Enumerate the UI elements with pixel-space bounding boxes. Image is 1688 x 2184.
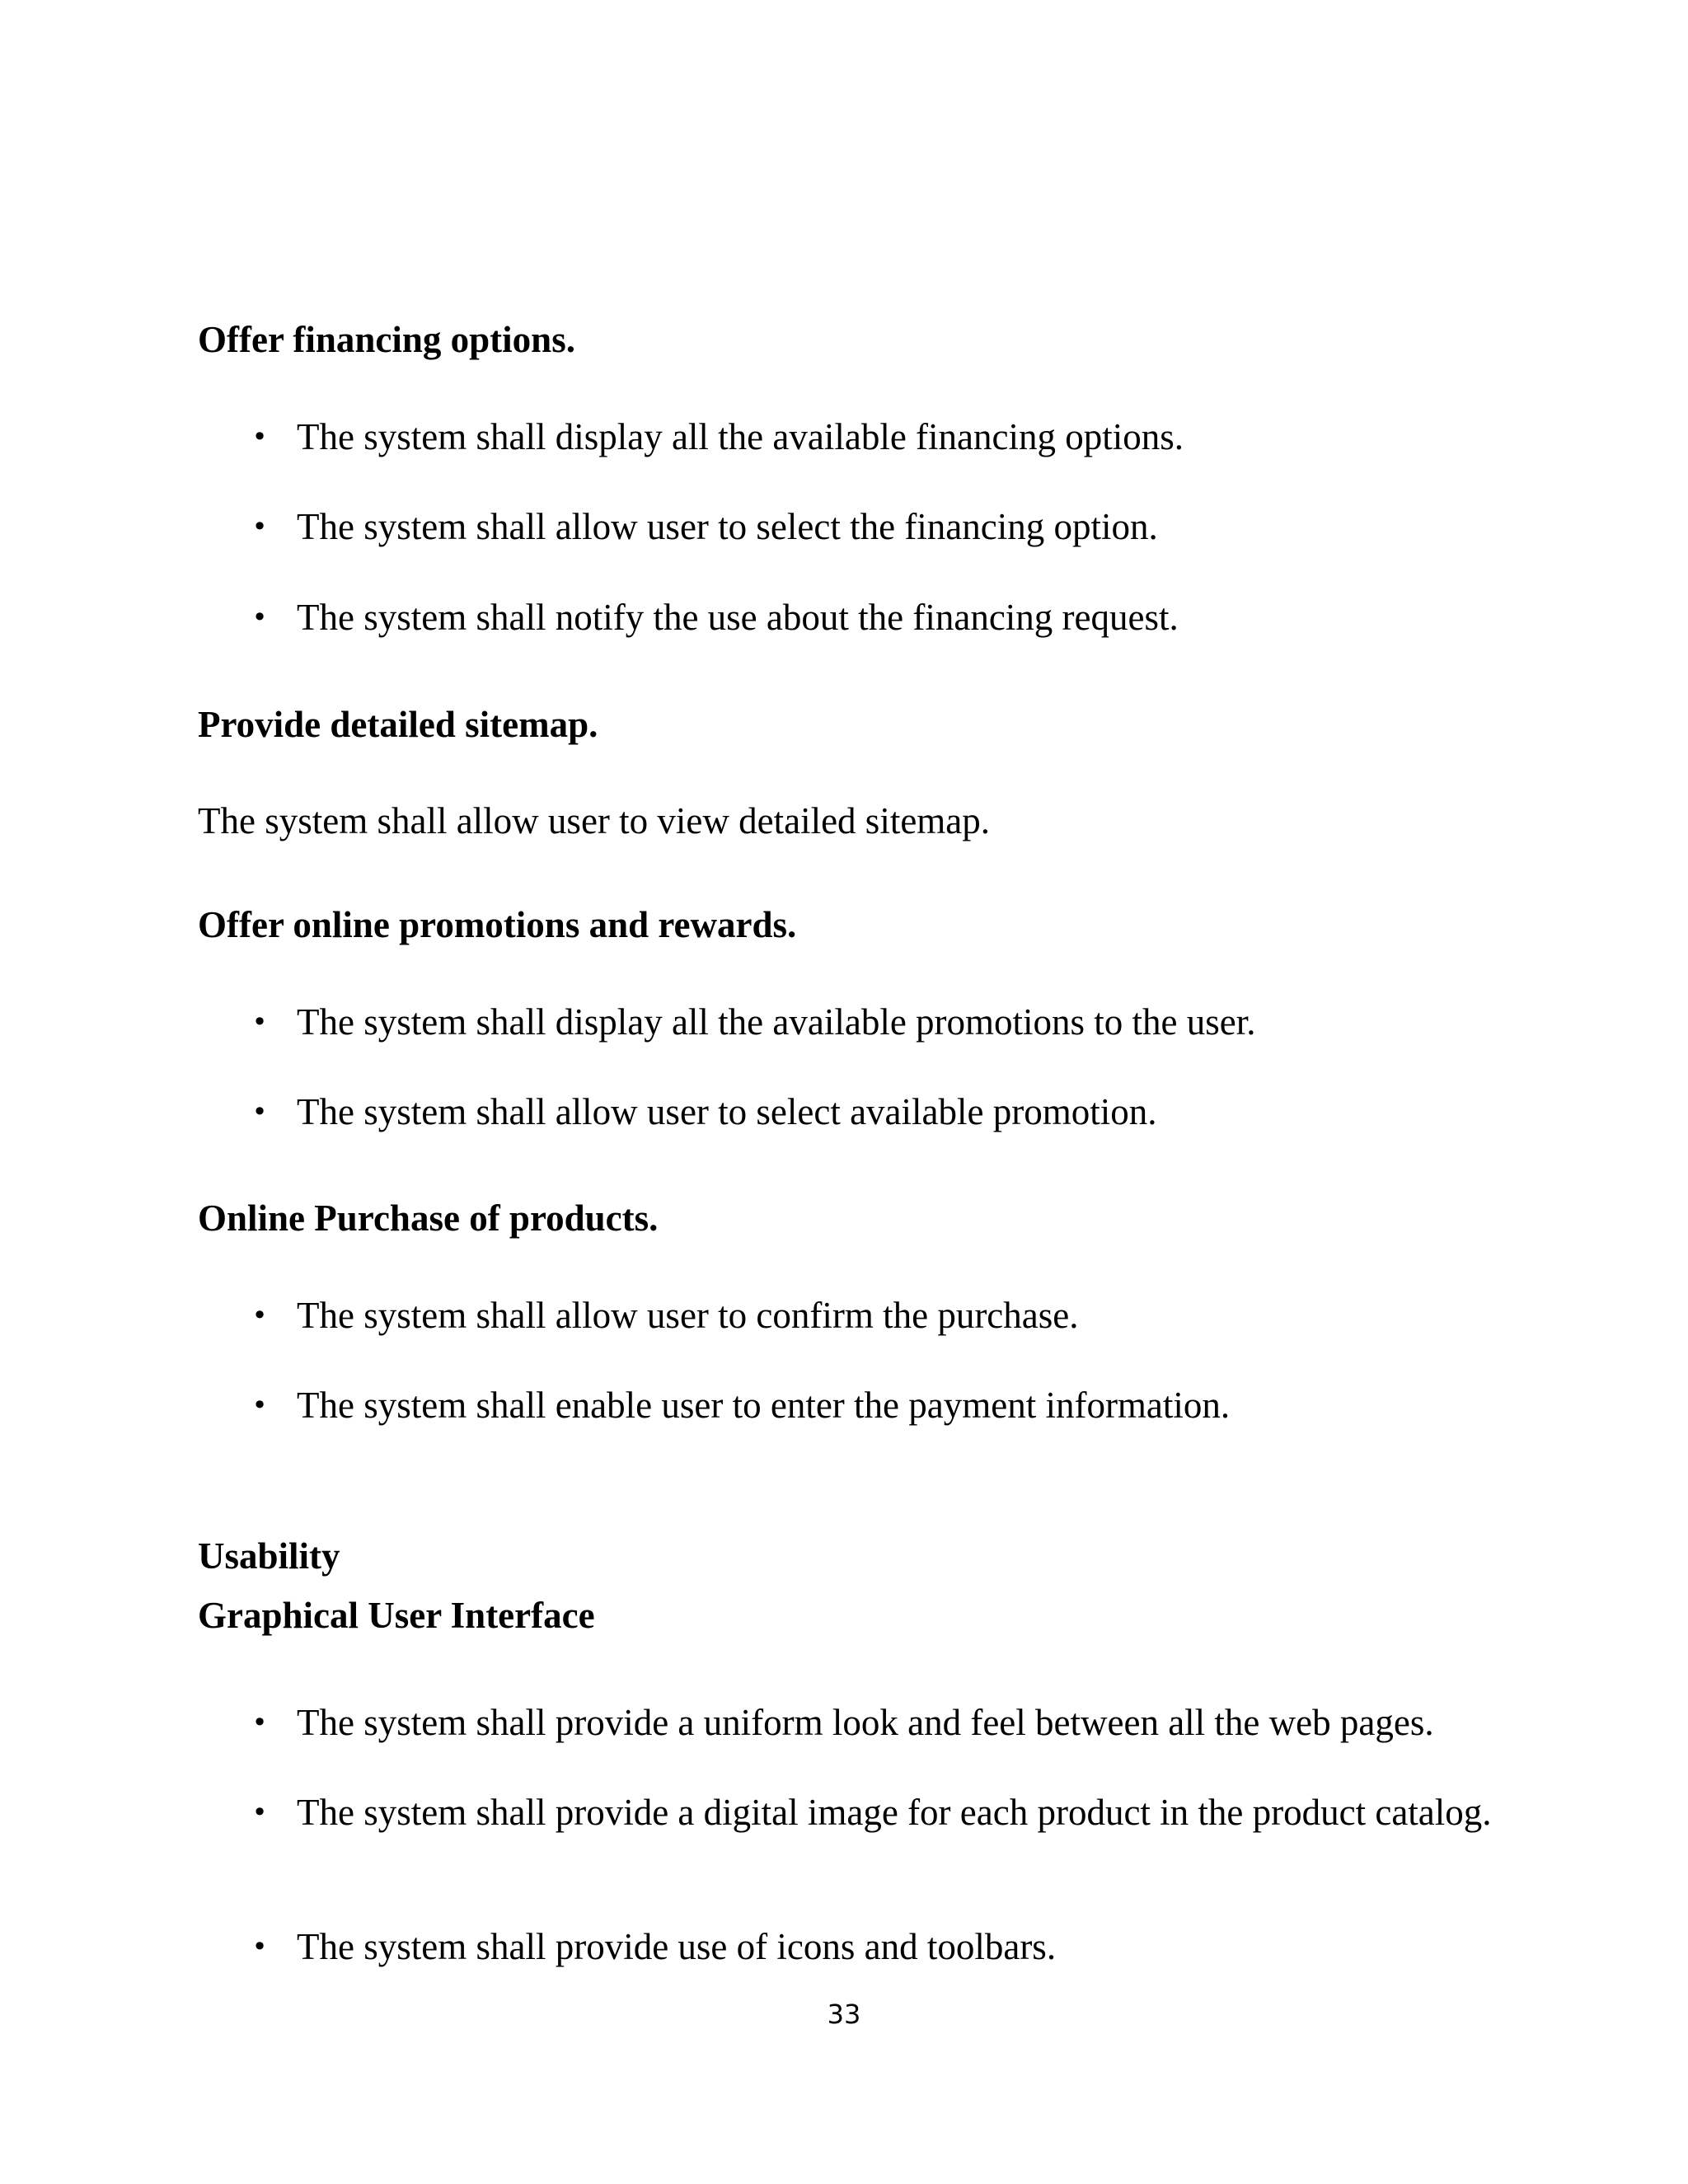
list-item-text: The system shall display all the available promotions to the user. [297,1001,1256,1043]
bullet-icon: • [251,421,268,452]
section-heading-promotions: Offer online promotions and rewards. [198,904,797,945]
section-heading-sitemap: Provide detailed sitemap. [198,704,598,745]
bullet-icon: • [251,1931,268,1962]
bullet-icon: • [251,1096,268,1127]
list-item-text: The system shall display all the available financing options. [297,416,1184,457]
list-item-text: The system shall allow user to confirm the purchase. [297,1295,1079,1336]
list-item-text: The system shall provide use of icons and toolbars. [297,1926,1057,1967]
section-heading-financing: Offer financing options. [198,319,575,360]
list-item-text: The system shall allow user to select available promotion. [297,1091,1157,1132]
page-number: 33 [827,1999,861,2030]
section-heading-purchase: Online Purchase of products. [198,1197,659,1239]
bullet-icon: • [251,1707,268,1738]
list-item-text: The system shall provide a digital image for each product in the product catalog. [297,1792,1492,1833]
list-item-text: The system shall enable user to enter the payment information. [297,1385,1231,1426]
bullet-icon: • [251,511,268,542]
bullet-icon: • [251,1006,268,1038]
bullet-icon: • [251,1797,268,1828]
list-item-text: The system shall notify the use about the financing request. [297,597,1179,638]
bullet-icon: • [251,602,268,633]
list-item-text: The system shall allow user to select the financing option. [297,506,1158,547]
section-heading-usability: Usability [198,1535,340,1577]
list-item-text: The system shall provide a uniform look and feel between all the web pages. [297,1702,1434,1743]
paragraph: The system shall allow user to view detailed sitemap. [198,800,991,841]
section-subheading-gui: Graphical User Interface [198,1595,595,1636]
bullet-icon: • [251,1390,268,1421]
bullet-icon: • [251,1300,268,1331]
